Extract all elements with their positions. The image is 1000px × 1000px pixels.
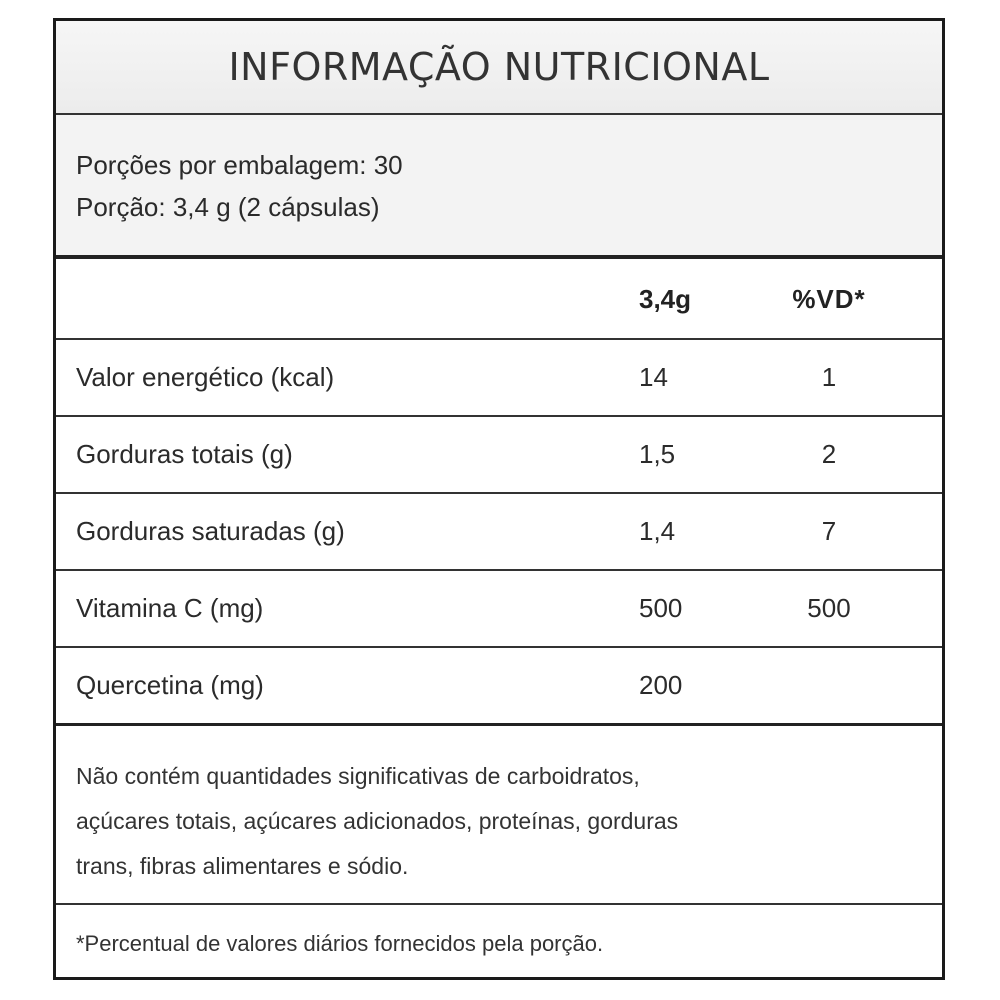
nutrient-amount: 1,5 — [639, 439, 676, 469]
portion-size: Porção: 3,4 g (2 cápsulas) — [76, 192, 380, 222]
portions-per-package: Porções por embalagem: 30 — [76, 150, 403, 180]
nutrient-vd: 500 — [807, 593, 851, 623]
note-line: açúcares totais, açúcares adicionados, proteínas, gorduras — [76, 808, 679, 834]
nutrient-name: Quercetina (mg) — [76, 670, 264, 700]
serving-info — [56, 115, 942, 259]
nutrient-name: Valor energético (kcal) — [76, 362, 335, 392]
table-row — [56, 494, 942, 571]
label-header — [56, 21, 942, 115]
not-significant-note — [56, 724, 942, 905]
table-row — [56, 340, 942, 417]
table-row — [56, 571, 942, 648]
nutrient-amount: 14 — [639, 362, 668, 392]
column-header-amount: 3,4g — [639, 284, 692, 314]
nutrient-vd — [769, 648, 889, 723]
nutrient-vd: 1 — [821, 362, 837, 392]
nutrient-name: Gorduras saturadas (g) — [76, 516, 345, 546]
nutrient-name: Vitamina C (mg) — [76, 593, 264, 623]
table-row — [56, 648, 942, 726]
nutrient-amount: 500 — [639, 593, 683, 623]
label-title: INFORMAÇÃO NUTRICIONAL — [228, 45, 770, 89]
note-line: trans, fibras alimentares e sódio. — [76, 853, 409, 879]
nutrient-vd: 2 — [821, 439, 837, 469]
nutrition-label — [53, 18, 945, 980]
nutrient-name: Gorduras totais (g) — [76, 439, 293, 469]
column-header-vd: %VD* — [792, 284, 866, 314]
nutrient-amount: 200 — [639, 670, 683, 700]
nutrient-vd: 7 — [821, 516, 837, 546]
table-header-row — [56, 261, 942, 340]
daily-value-footnote: *Percentual de valores diários fornecidos pela porção. — [76, 931, 604, 956]
nutrient-amount: 1,4 — [639, 516, 676, 546]
table-row — [56, 417, 942, 494]
note-line: Não contém quantidades significativas de carboidratos, — [76, 763, 640, 789]
